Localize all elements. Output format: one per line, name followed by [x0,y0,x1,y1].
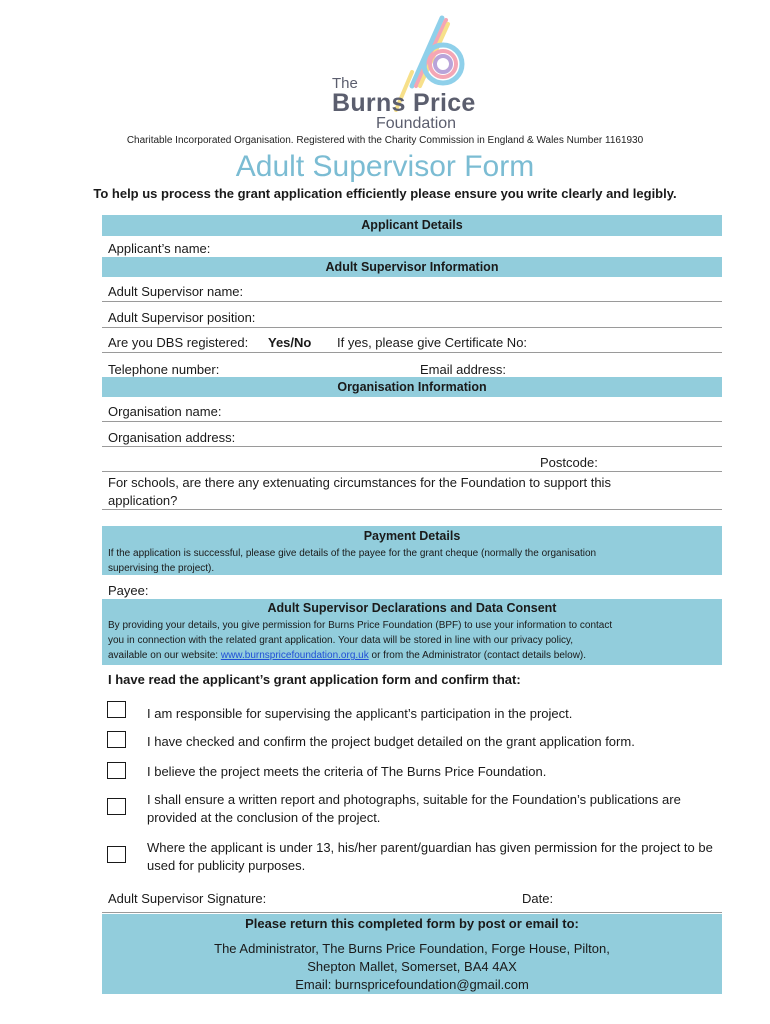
signature-line[interactable] [102,912,722,913]
certificate-label: If yes, please give Certificate No: [337,335,528,350]
checkbox-responsible[interactable] [107,701,126,718]
schools-question-line-2: application? [108,493,178,508]
statement-budget: I have checked and confirm the project budget detailed on the grant application form. [147,734,635,749]
logo-line-the: The [332,75,358,92]
return-info-panel [102,914,722,994]
postcode-label: Postcode: [540,455,598,470]
organisation-info-heading: Organisation Information [102,377,722,397]
statement-responsible: I am responsible for supervising the applicant’s participation in the project. [147,706,573,721]
logo-line-foundation: Foundation [376,115,457,132]
checkbox-criteria[interactable] [107,762,126,779]
organisation-address-label: Organisation address: [108,430,236,445]
payee-label: Payee: [108,583,149,598]
declarations-panel [102,599,722,665]
supervisor-name-line[interactable] [102,301,722,302]
declarations-text-line-2: you in connection with the related grant application. Your data will be stored in line with our privacy policy, [108,635,574,646]
checkbox-budget[interactable] [107,731,126,748]
checkbox-report[interactable] [107,798,126,815]
payment-details-panel [102,526,722,575]
dbs-line[interactable] [102,352,722,353]
statement-publicity: Where the applicant is under 13, his/her parent/guardian has given permission for the project to be used for publicity purposes. [147,840,713,873]
logo-line-burns-price: Burns Price [332,89,476,117]
logo-text [332,76,476,132]
payment-note-line-2: supervising the project). [108,563,215,574]
supervisor-position-label: Adult Supervisor position: [108,310,256,325]
website-link[interactable]: www.burnspricefoundation.org.uk [220,650,369,661]
supervisor-info-heading: Adult Supervisor Information [102,257,722,277]
declarations-text-line-3 [102,648,722,663]
schools-question-line-1: For schools, are there any extenuating circumstances for the Foundation to support this [108,475,611,490]
page-title: Adult Supervisor Form [235,150,535,183]
declarations-heading: Adult Supervisor Declarations and Data Consent [267,601,557,615]
dbs-yes-no-option[interactable]: Yes/No [268,335,312,350]
page-subtitle: To help us process the grant application efficiently please ensure you write clearly and legibly. [93,186,677,201]
declarations-text-line-1: By providing your details, you give permission for Burns Price Foundation (BPF) to use your information to contact [108,620,613,631]
return-line-3: Email: burnspricefoundation@gmail.com [295,977,529,992]
charity-registration: Charitable Incorporated Organisation. Registered with the Charity Commission in England & Wales Number 1161930 [126,135,644,146]
statement-report: I shall ensure a written report and photographs, suitable for the Foundation’s publications are provided at the conclusion of the project. [147,792,681,825]
dbs-label: Are you DBS registered: [108,335,249,350]
schools-answer-line[interactable] [102,509,722,510]
signature-label: Adult Supervisor Signature: [108,891,267,906]
supervisor-position-line[interactable] [102,327,722,328]
declarations-text-line-3-start: available on our website: [108,650,221,661]
payment-note-line-1: If the application is successful, please give details of the payee for the grant cheque (normally the organisation [108,548,597,559]
return-heading: Please return this completed form by post or email to: [245,916,579,931]
supervisor-name-label: Adult Supervisor name: [108,284,244,299]
applicant-details-heading: Applicant Details [102,215,722,236]
declarations-text-line-3-end: or from the Administrator (contact details below). [368,650,587,661]
confirm-heading: I have read the applicant’s grant application form and confirm that: [108,672,521,687]
organisation-name-line[interactable] [102,421,722,422]
return-line-2: Shepton Mallet, Somerset, BA4 4AX [307,959,517,974]
organisation-address-line[interactable] [102,446,722,447]
statement-criteria: I believe the project meets the criteria of The Burns Price Foundation. [147,764,547,779]
date-label: Date: [522,891,554,906]
schools-question [108,474,611,510]
telephone-label: Telephone number: [108,362,220,377]
payment-details-heading: Payment Details [363,529,461,543]
return-line-1: The Administrator, The Burns Price Foundation, Forge House, Pilton, [214,941,610,956]
organisation-name-label: Organisation name: [108,404,222,419]
applicant-name-label: Applicant’s name: [108,241,211,256]
postcode-line[interactable] [102,471,722,472]
checkbox-publicity[interactable] [107,846,126,863]
email-label: Email address: [420,362,506,377]
